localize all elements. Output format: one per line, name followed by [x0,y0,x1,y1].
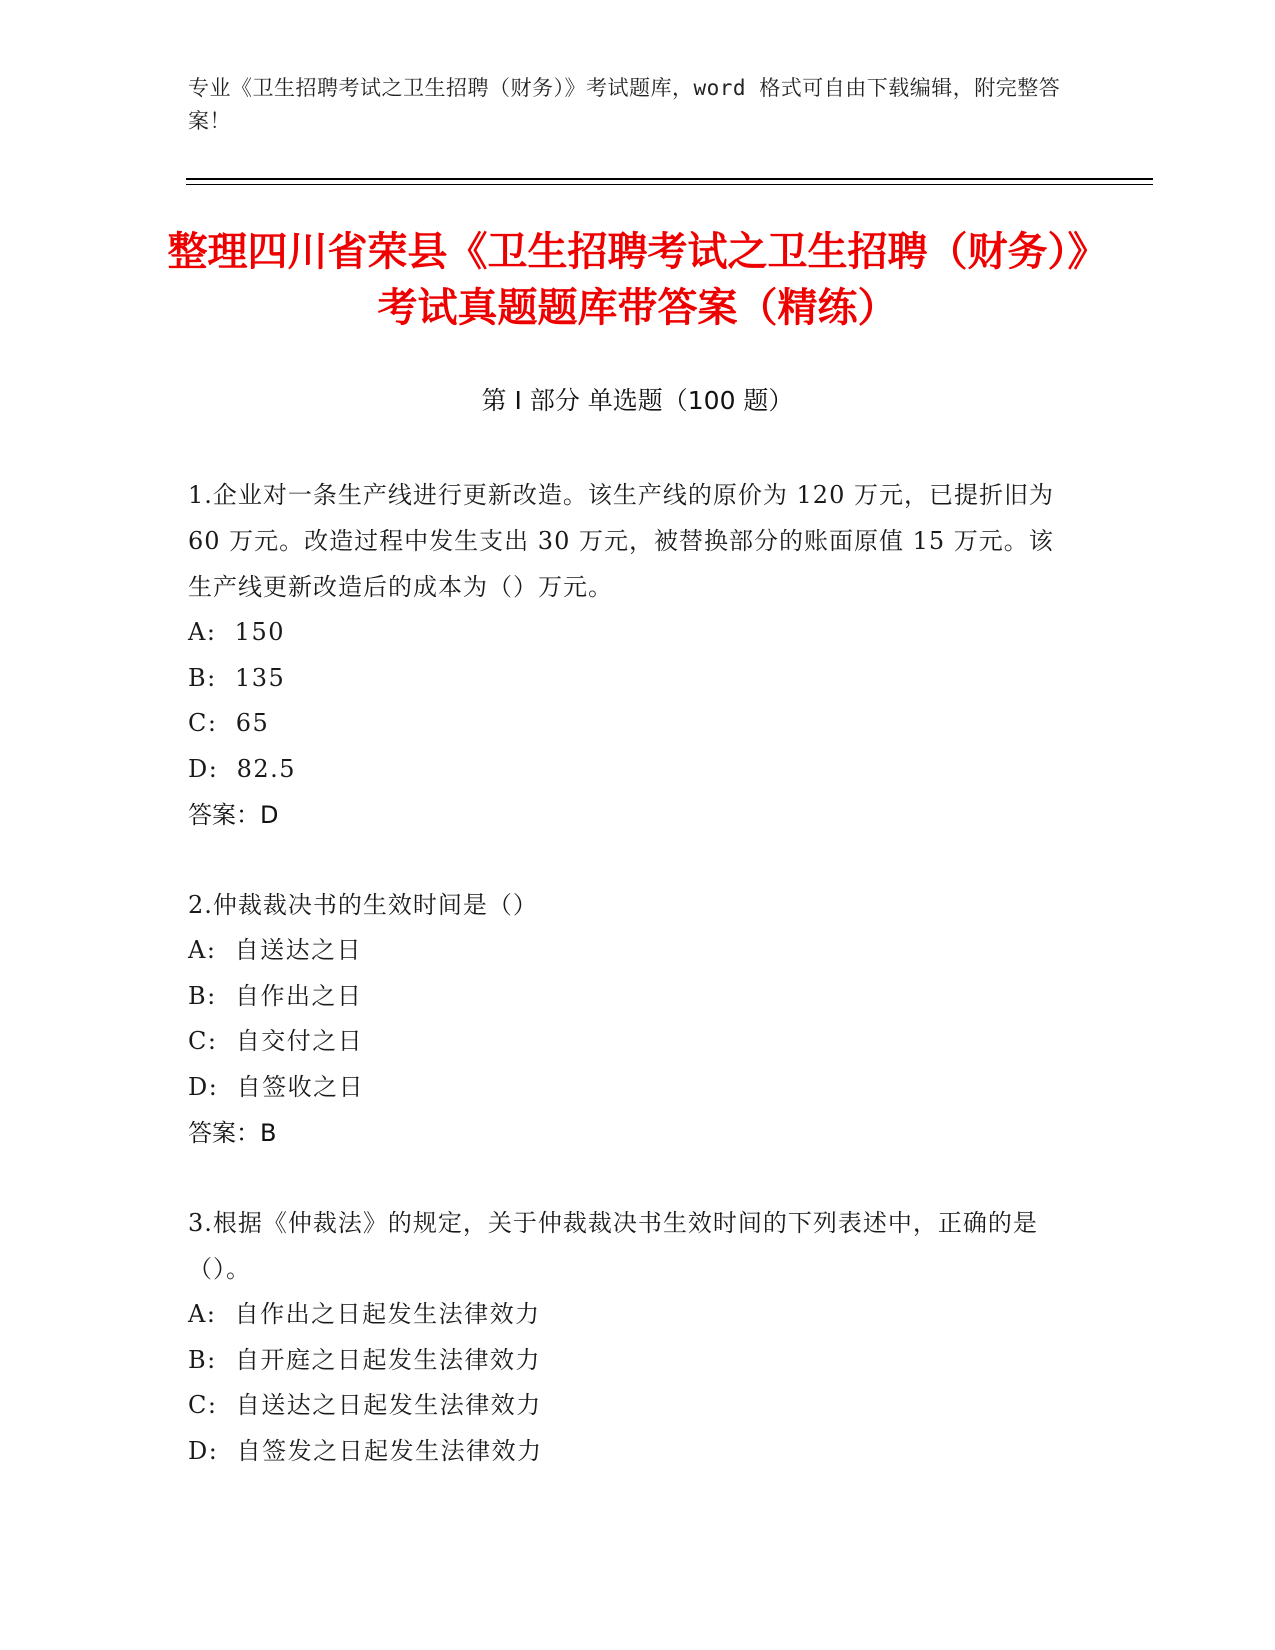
option-c: C: 65 [188,709,270,737]
option-a: A: 自送达之日 [188,936,363,964]
question-list [188,472,1058,1518]
question-stem: 3.根据《仲裁法》的规定，关于仲裁裁决书生效时间的下列表述中，正确的是（）。 [188,1209,1038,1283]
option-b: B: 135 [188,663,286,692]
question-2 [188,882,1058,1156]
option-a: A: 150 [188,618,285,646]
option-c: C: 自送达之日起发生法律效力 [188,1391,542,1419]
question-stem: 1.企业对一条生产线进行更新改造。该生产线的原价为 120 万元，已提折旧为 60 万元。改造过程中发生支出 30 万元，被替换部分的账面原值 15 万元。该生产线更新改造后的成本为（）万元。 [188,481,1054,601]
option-b: B: 自作出之日 [188,981,363,1010]
answer: 答案：D [188,801,279,829]
option-d: D: 82.5 [188,754,297,783]
option-b: B: 自开庭之日起发生法律效力 [188,1345,541,1374]
header-note: 专业《卫生招聘考试之卫生招聘（财务）》考试题库，word 格式可自由下载编辑，附完整答案！ [188,76,1061,133]
document-title: 整理四川省荣县《卫生招聘考试之卫生招聘（财务）》考试真题题库带答案（精练） [167,229,1108,331]
answer: 答案：B [188,1119,277,1147]
question-3 [188,1200,1058,1474]
option-d: D: 自签发之日起发生法律效力 [188,1436,543,1465]
question-stem: 2.仲裁裁决书的生效时间是（） [188,891,538,919]
option-a: A: 自作出之日起发生法律效力 [188,1300,541,1328]
option-d: D: 自签收之日 [188,1072,365,1101]
question-1 [188,472,1058,838]
option-c: C: 自交付之日 [188,1027,364,1055]
header-divider-thick [186,178,1153,180]
section-heading: 第 I 部分 单选题（100 题） [481,386,794,415]
header-divider-thin [186,184,1153,185]
